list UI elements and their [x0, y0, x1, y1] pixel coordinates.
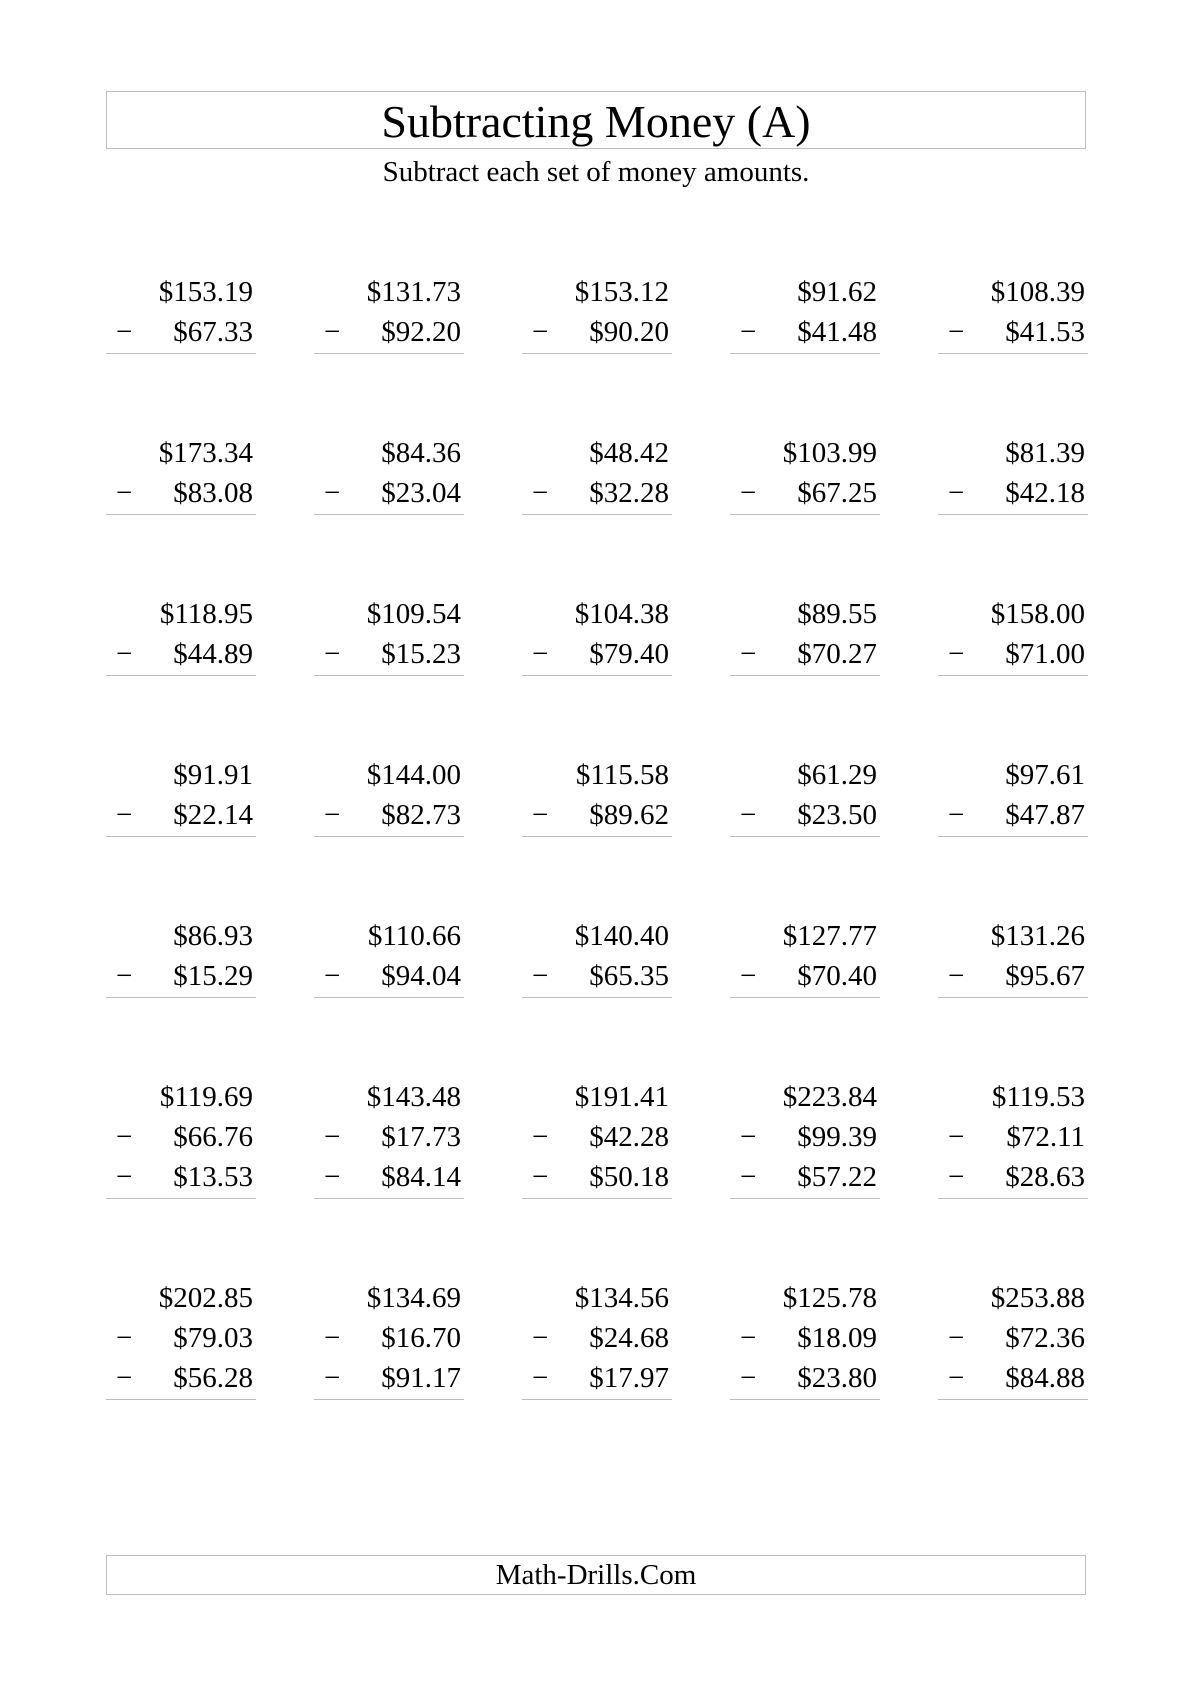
subtrahend-line: [314, 1117, 464, 1157]
answer-line: [314, 514, 464, 515]
subtraction-problem: [730, 594, 880, 676]
subtraction-problem: [730, 1077, 880, 1199]
money-amount: $42.28: [589, 1121, 669, 1153]
subtrahend-line: [106, 795, 256, 835]
subtrahend-line: [522, 795, 672, 835]
subtrahend-line: [938, 1358, 1088, 1398]
money-amount: $127.77: [782, 920, 877, 952]
minus-sign: −: [532, 477, 549, 509]
answer-line: [106, 514, 256, 515]
answer-line: [938, 997, 1088, 998]
answer-line: [730, 514, 880, 515]
money-amount: $153.19: [158, 276, 253, 308]
money-amount: $66.76: [173, 1121, 253, 1153]
money-amount: $119.53: [991, 1081, 1085, 1113]
minus-sign: −: [324, 638, 341, 670]
answer-line: [106, 997, 256, 998]
minuend-line: [522, 916, 672, 956]
footer-box: [106, 1555, 1086, 1595]
minus-sign: −: [116, 1161, 133, 1193]
subtrahend-line: [314, 956, 464, 996]
minuend-line: [938, 1278, 1088, 1318]
money-amount: $84.14: [381, 1161, 461, 1193]
minuend-line: [938, 916, 1088, 956]
money-amount: $253.88: [990, 1282, 1085, 1314]
money-amount: $23.50: [797, 799, 877, 831]
subtrahend-line: [938, 1318, 1088, 1358]
minus-sign: −: [324, 1161, 341, 1193]
money-amount: $44.89: [173, 638, 253, 670]
answer-line: [938, 514, 1088, 515]
answer-line: [314, 997, 464, 998]
subtrahend-line: [938, 312, 1088, 352]
minus-sign: −: [740, 477, 757, 509]
money-amount: $72.36: [1005, 1322, 1085, 1354]
worksheet-instructions: Subtract each set of money amounts.: [382, 156, 810, 188]
subtrahend-line: [106, 473, 256, 513]
minus-sign: −: [740, 1322, 757, 1354]
money-amount: $134.69: [366, 1282, 461, 1314]
minus-sign: −: [116, 799, 133, 831]
answer-line: [106, 1399, 256, 1400]
subtraction-problem: [314, 916, 464, 998]
worksheet-title: Subtracting Money (A): [381, 96, 811, 147]
minuend-line: [730, 916, 880, 956]
subtrahend-line: [730, 956, 880, 996]
money-amount: $108.39: [990, 276, 1085, 308]
answer-line: [730, 675, 880, 676]
minus-sign: −: [324, 960, 341, 992]
subtrahend-line: [730, 312, 880, 352]
subtraction-problem: [314, 755, 464, 837]
subtraction-problem: [106, 1077, 256, 1199]
minus-sign: −: [948, 316, 965, 348]
answer-line: [522, 997, 672, 998]
money-amount: $13.53: [173, 1161, 253, 1193]
minus-sign: −: [116, 960, 133, 992]
answer-line: [314, 1399, 464, 1400]
subtraction-problem: [522, 1278, 672, 1400]
minus-sign: −: [324, 1121, 341, 1153]
subtrahend-line: [938, 1157, 1088, 1197]
minuend-line: [730, 1278, 880, 1318]
subtrahend-line: [106, 312, 256, 352]
subtrahend-line: [314, 312, 464, 352]
money-amount: $23.80: [797, 1362, 877, 1394]
money-amount: $84.36: [381, 437, 461, 469]
money-amount: $83.08: [173, 477, 253, 509]
minus-sign: −: [532, 1322, 549, 1354]
minuend-line: [938, 594, 1088, 634]
subtraction-problem: [938, 1278, 1088, 1400]
minus-sign: −: [948, 799, 965, 831]
money-amount: $115.58: [575, 759, 669, 791]
money-amount: $16.70: [381, 1322, 461, 1354]
subtraction-problem: [938, 755, 1088, 837]
minuend-line: [730, 594, 880, 634]
answer-line: [730, 997, 880, 998]
minuend-line: [106, 1278, 256, 1318]
minuend-line: [938, 272, 1088, 312]
money-amount: $90.20: [589, 316, 669, 348]
minuend-line: [106, 755, 256, 795]
subtraction-problem: [314, 433, 464, 515]
answer-line: [314, 353, 464, 354]
minus-sign: −: [948, 1362, 965, 1394]
subtraction-problem: [522, 594, 672, 676]
answer-line: [730, 1399, 880, 1400]
subtrahend-line: [522, 312, 672, 352]
subtraction-problem: [938, 1077, 1088, 1199]
minus-sign: −: [740, 960, 757, 992]
minus-sign: −: [532, 638, 549, 670]
subtraction-problem: [522, 916, 672, 998]
minus-sign: −: [324, 1362, 341, 1394]
subtraction-problem: [314, 594, 464, 676]
minus-sign: −: [116, 477, 133, 509]
subtrahend-line: [730, 473, 880, 513]
answer-line: [106, 1198, 256, 1199]
subtraction-problem: [522, 433, 672, 515]
money-amount: $131.26: [990, 920, 1085, 952]
subtrahend-line: [938, 473, 1088, 513]
subtrahend-line: [938, 795, 1088, 835]
answer-line: [522, 1399, 672, 1400]
subtraction-problem: [522, 755, 672, 837]
minuend-line: [314, 755, 464, 795]
minuend-line: [730, 755, 880, 795]
money-amount: $71.00: [1005, 638, 1085, 670]
money-amount: $223.84: [782, 1081, 877, 1113]
answer-line: [938, 1399, 1088, 1400]
minuend-line: [106, 272, 256, 312]
minus-sign: −: [532, 1362, 549, 1394]
money-amount: $57.22: [797, 1161, 877, 1193]
subtrahend-line: [314, 1318, 464, 1358]
money-amount: $158.00: [990, 598, 1085, 630]
money-amount: $22.14: [173, 799, 253, 831]
money-amount: $118.95: [159, 598, 253, 630]
subtrahend-line: [522, 1358, 672, 1398]
minuend-line: [938, 755, 1088, 795]
money-amount: $99.39: [797, 1121, 877, 1153]
answer-line: [938, 353, 1088, 354]
money-amount: $143.48: [366, 1081, 461, 1113]
minuend-line: [522, 1278, 672, 1318]
subtraction-problem: [106, 916, 256, 998]
money-amount: $202.85: [158, 1282, 253, 1314]
minus-sign: −: [116, 1322, 133, 1354]
minuend-line: [938, 433, 1088, 473]
subtraction-problem: [938, 433, 1088, 515]
answer-line: [522, 675, 672, 676]
subtrahend-line: [106, 956, 256, 996]
money-amount: $67.25: [797, 477, 877, 509]
money-amount: $24.68: [589, 1322, 669, 1354]
money-amount: $144.00: [366, 759, 461, 791]
subtrahend-line: [522, 634, 672, 674]
minuend-line: [522, 1077, 672, 1117]
minus-sign: −: [532, 1121, 549, 1153]
money-amount: $110.66: [367, 920, 461, 952]
subtraction-problem: [730, 1278, 880, 1400]
money-amount: $15.29: [173, 960, 253, 992]
subtrahend-line: [522, 1318, 672, 1358]
subtrahend-line: [938, 634, 1088, 674]
minus-sign: −: [324, 1322, 341, 1354]
minus-sign: −: [116, 316, 133, 348]
answer-line: [730, 1198, 880, 1199]
money-amount: $17.73: [381, 1121, 461, 1153]
subtraction-problem: [314, 1077, 464, 1199]
minuend-line: [730, 1077, 880, 1117]
subtraction-problem: [106, 433, 256, 515]
subtraction-problem: [106, 755, 256, 837]
minus-sign: −: [532, 316, 549, 348]
subtrahend-line: [522, 473, 672, 513]
money-amount: $94.04: [381, 960, 461, 992]
minuend-line: [730, 272, 880, 312]
subtrahend-line: [938, 956, 1088, 996]
money-amount: $91.62: [797, 276, 877, 308]
minus-sign: −: [324, 316, 341, 348]
money-amount: $42.18: [1005, 477, 1085, 509]
subtrahend-line: [730, 634, 880, 674]
minuend-line: [522, 433, 672, 473]
answer-line: [522, 514, 672, 515]
money-amount: $81.39: [1005, 437, 1085, 469]
subtrahend-line: [314, 634, 464, 674]
money-amount: $140.40: [574, 920, 669, 952]
money-amount: $79.03: [173, 1322, 253, 1354]
minuend-line: [314, 272, 464, 312]
minus-sign: −: [116, 1362, 133, 1394]
minus-sign: −: [948, 960, 965, 992]
answer-line: [314, 1198, 464, 1199]
money-amount: $41.53: [1005, 316, 1085, 348]
minus-sign: −: [948, 638, 965, 670]
minuend-line: [314, 916, 464, 956]
subtraction-problem: [106, 1278, 256, 1400]
subtraction-problem: [730, 433, 880, 515]
subtrahend-line: [730, 1157, 880, 1197]
minus-sign: −: [324, 477, 341, 509]
answer-line: [938, 675, 1088, 676]
minus-sign: −: [532, 1161, 549, 1193]
money-amount: $72.11: [1006, 1121, 1085, 1153]
money-amount: $134.56: [574, 1282, 669, 1314]
money-amount: $95.67: [1005, 960, 1085, 992]
minuend-line: [522, 755, 672, 795]
subtrahend-line: [314, 1157, 464, 1197]
minuend-line: [730, 433, 880, 473]
money-amount: $32.28: [589, 477, 669, 509]
minus-sign: −: [116, 1121, 133, 1153]
subtrahend-line: [938, 1117, 1088, 1157]
minuend-line: [106, 1077, 256, 1117]
answer-line: [522, 1198, 672, 1199]
minus-sign: −: [532, 960, 549, 992]
minuend-line: [106, 594, 256, 634]
subtraction-problem: [314, 272, 464, 354]
money-amount: $86.93: [173, 920, 253, 952]
money-amount: $67.33: [173, 316, 253, 348]
minus-sign: −: [948, 1322, 965, 1354]
minuend-line: [522, 272, 672, 312]
minus-sign: −: [948, 1161, 965, 1193]
minus-sign: −: [740, 638, 757, 670]
answer-line: [938, 836, 1088, 837]
minuend-line: [314, 1278, 464, 1318]
subtraction-problem: [938, 916, 1088, 998]
money-amount: $70.27: [797, 638, 877, 670]
subtraction-problem: [730, 272, 880, 354]
money-amount: $91.91: [173, 759, 253, 791]
money-amount: $17.97: [589, 1362, 669, 1394]
answer-line: [522, 836, 672, 837]
minus-sign: −: [740, 1161, 757, 1193]
money-amount: $61.29: [797, 759, 877, 791]
subtrahend-line: [106, 634, 256, 674]
subtraction-problem: [106, 272, 256, 354]
minuend-line: [938, 1077, 1088, 1117]
subtraction-problem: [730, 755, 880, 837]
subtrahend-line: [730, 1358, 880, 1398]
answer-line: [522, 353, 672, 354]
footer-site-name: Math-Drills.Com: [495, 1558, 697, 1591]
money-amount: $173.34: [158, 437, 253, 469]
answer-line: [314, 836, 464, 837]
money-amount: $191.41: [574, 1081, 669, 1113]
money-amount: $131.73: [366, 276, 461, 308]
subtrahend-line: [730, 1117, 880, 1157]
minus-sign: −: [740, 1362, 757, 1394]
answer-line: [106, 353, 256, 354]
money-amount: $28.63: [1005, 1161, 1085, 1193]
minuend-line: [522, 594, 672, 634]
money-amount: $23.04: [381, 477, 461, 509]
minus-sign: −: [324, 799, 341, 831]
minus-sign: −: [116, 638, 133, 670]
minus-sign: −: [948, 1121, 965, 1153]
money-amount: $50.18: [589, 1161, 669, 1193]
money-amount: $109.54: [366, 598, 461, 630]
money-amount: $18.09: [797, 1322, 877, 1354]
money-amount: $119.69: [159, 1081, 253, 1113]
subtrahend-line: [106, 1358, 256, 1398]
money-amount: $15.23: [381, 638, 461, 670]
money-amount: $56.28: [173, 1362, 253, 1394]
answer-line: [106, 675, 256, 676]
money-amount: $82.73: [381, 799, 461, 831]
subtrahend-line: [730, 795, 880, 835]
subtraction-problem: [522, 1077, 672, 1199]
subtraction-problem: [938, 594, 1088, 676]
subtrahend-line: [314, 1358, 464, 1398]
minus-sign: −: [740, 1121, 757, 1153]
subtraction-problem: [314, 1278, 464, 1400]
money-amount: $47.87: [1005, 799, 1085, 831]
minuend-line: [314, 1077, 464, 1117]
money-amount: $97.61: [1005, 759, 1085, 791]
money-amount: $104.38: [574, 598, 669, 630]
answer-line: [938, 1198, 1088, 1199]
minus-sign: −: [740, 316, 757, 348]
money-amount: $89.55: [797, 598, 877, 630]
subtrahend-line: [730, 1318, 880, 1358]
subtrahend-line: [106, 1318, 256, 1358]
subtrahend-line: [106, 1117, 256, 1157]
money-amount: $84.88: [1005, 1362, 1085, 1394]
minus-sign: −: [740, 799, 757, 831]
money-amount: $48.42: [589, 437, 669, 469]
minus-sign: −: [948, 477, 965, 509]
subtrahend-line: [522, 956, 672, 996]
minus-sign: −: [532, 799, 549, 831]
money-amount: $103.99: [782, 437, 877, 469]
money-amount: $65.35: [589, 960, 669, 992]
subtraction-problem: [106, 594, 256, 676]
answer-line: [730, 836, 880, 837]
answer-line: [314, 675, 464, 676]
subtrahend-line: [522, 1157, 672, 1197]
subtraction-problem: [522, 272, 672, 354]
money-amount: $153.12: [574, 276, 669, 308]
subtrahend-line: [522, 1117, 672, 1157]
money-amount: $70.40: [797, 960, 877, 992]
money-amount: $91.17: [381, 1362, 461, 1394]
money-amount: $92.20: [381, 316, 461, 348]
subtraction-problem: [938, 272, 1088, 354]
subtrahend-line: [314, 795, 464, 835]
money-amount: $41.48: [797, 316, 877, 348]
money-amount: $89.62: [589, 799, 669, 831]
minuend-line: [106, 916, 256, 956]
minuend-line: [314, 433, 464, 473]
subtraction-problem: [730, 916, 880, 998]
answer-line: [730, 353, 880, 354]
subtrahend-line: [314, 473, 464, 513]
money-amount: $79.40: [589, 638, 669, 670]
minuend-line: [314, 594, 464, 634]
subtrahend-line: [106, 1157, 256, 1197]
money-amount: $125.78: [782, 1282, 877, 1314]
answer-line: [106, 836, 256, 837]
minuend-line: [106, 433, 256, 473]
